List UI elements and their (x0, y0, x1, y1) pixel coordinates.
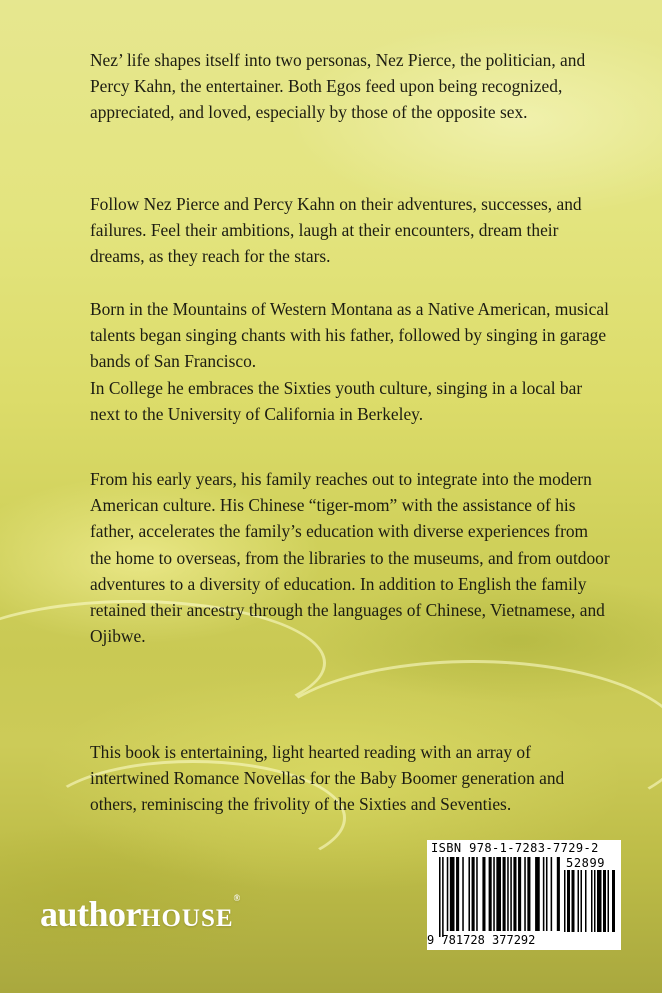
barcode-bar (510, 857, 512, 931)
paragraph-text: Born in the Mountains of Western Montana as a Native American, musical talents began singing chants with his father, followed by singing in garage bands of San Francisco. (90, 299, 609, 372)
barcode-bar (507, 857, 509, 931)
blurb-paragraph-2 (90, 191, 610, 270)
paragraph-text: In College he embraces the Sixties youth culture, singing in a local bar next to the University of California in Berkeley. (90, 377, 583, 424)
blurb-paragraph-5 (90, 739, 610, 818)
barcode-bar (524, 857, 526, 931)
addon-bars (564, 870, 616, 932)
blurb-paragraph-3 (90, 296, 610, 427)
barcode-bar (557, 857, 560, 931)
barcode-bar (482, 857, 485, 931)
barcode-bar (527, 857, 530, 931)
barcode-bar (476, 857, 478, 931)
barcode-bar (572, 870, 575, 932)
logo-registered-mark: ® (233, 893, 240, 903)
paragraph-text: Nez’ life shapes itself into two personas, Nez Pierce, the politician, and Percy Kahn, the entertainer. Both Egos feed upon being recognized, appreciated, and loved, especially by those of the opposite sex. (90, 50, 586, 123)
barcode-bar (543, 857, 545, 931)
barcode-bar (462, 857, 464, 931)
price-addon-digits: 52899 (566, 856, 606, 870)
paragraph-text: This book is entertaining, light hearted reading with an array of intertwined Romance Novellas for the Baby Boomer generation and others, reminiscing the frivolity of the Sixties and Seventies. (90, 742, 565, 815)
barcode-digits: 9 781728 377292 (427, 933, 536, 947)
isbn-barcode (427, 840, 621, 950)
logo-author: author (40, 894, 142, 934)
barcode-bar (493, 857, 495, 931)
barcode-bar (591, 870, 593, 932)
barcode-bar (551, 857, 553, 931)
isbn-text: ISBN 978-1-7283-7729-2 (431, 841, 599, 855)
ean13-bars (439, 857, 561, 937)
barcode-bar (567, 870, 570, 932)
logo-house: HOUSE (141, 905, 234, 932)
barcode-bar (581, 870, 583, 932)
barcode-bar (456, 857, 459, 931)
barcode-bar (439, 857, 441, 937)
blurb-paragraph-4 (90, 466, 610, 649)
paragraph-text: Follow Nez Pierce and Percy Kahn on their adventures, successes, and failures. Feel their ambitions, laugh at their encounters, dream their dreams, as they reach for the stars. (90, 194, 582, 267)
barcode-bar (585, 870, 587, 932)
barcode-bar (564, 870, 566, 932)
barcode-bar (447, 857, 449, 931)
barcode-bar (546, 857, 548, 931)
blurb-paragraph-1 (90, 47, 610, 126)
barcode-bar (468, 857, 470, 931)
barcode-bar (450, 857, 455, 931)
barcode-bar (535, 857, 540, 931)
barcode-bar (597, 870, 602, 932)
barcode-bar (496, 857, 501, 931)
barcode-bar (603, 870, 606, 932)
barcode-bar (489, 857, 492, 931)
publisher-logo (40, 893, 240, 935)
barcode-bar (518, 857, 521, 931)
barcode-bar (608, 870, 610, 932)
barcode-bar (578, 870, 580, 932)
barcode-bar (442, 857, 444, 937)
barcode-bar (513, 857, 516, 931)
barcode-bar (594, 870, 596, 932)
barcode-bar (472, 857, 475, 931)
barcode-bar (612, 870, 615, 932)
barcode-bar (503, 857, 506, 931)
paragraph-text: From his early years, his family reaches out to integrate into the modern American culture. His Chinese “tiger-mom” with the assistance of his father, accelerates the family’s education with diverse experiences from the home to overseas, from the libraries to the museums, and from outdoor adventures to a diversity of education. In addition to English the family retained their ancestry through the languages of Chinese, Vietnamese, and Ojibwe. (90, 469, 610, 647)
